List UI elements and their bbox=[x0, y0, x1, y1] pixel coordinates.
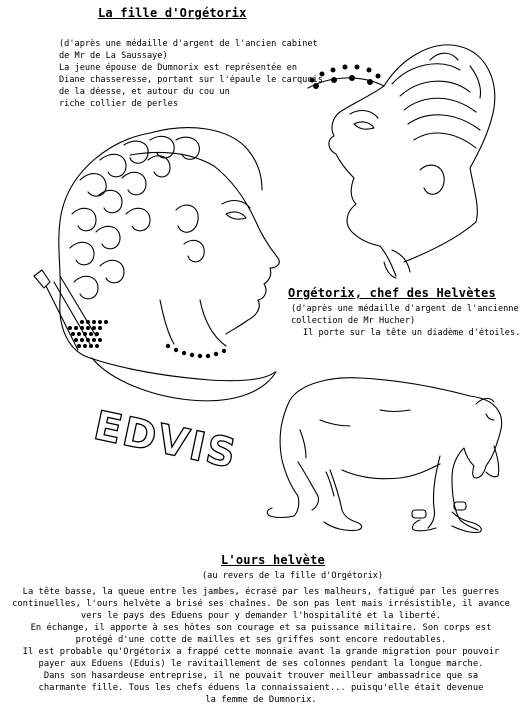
coin-legend bbox=[90, 403, 242, 478]
bear-text-line-10: la femme de Dumnorix. bbox=[205, 695, 317, 705]
daughter-caption-line-4: Diane chasseresse, portant sur l'épaule le carquois bbox=[59, 75, 323, 85]
daughter-caption-line-3: La jeune épouse de Dumnorix est représentée en bbox=[59, 63, 297, 73]
chief-caption-line-1: (d'après une médaille d'argent de l'ancienne bbox=[291, 304, 519, 314]
coin-legend-text: EDVIS bbox=[89, 402, 242, 478]
bear-text-line-8: Dans son hasardeuse entreprise, il ne pouvait trouver meilleur ambassadrice que sa bbox=[43, 671, 479, 681]
bear-text-line-7: payer aux Eduens (Eduis) le ravitaillement de ses colonnes pendant la longue marche. bbox=[38, 659, 484, 669]
bear-title: L'ours helvète bbox=[221, 553, 325, 567]
daughter-caption-line-1: (d'après une médaille d'argent de l'ancien cabinet bbox=[59, 39, 318, 49]
bear-subtitle: (au revers de la fille d'Orgétorix) bbox=[202, 571, 384, 581]
daughter-caption-line-2: de Mr de La Saussaye) bbox=[59, 51, 168, 61]
daughter-portrait-drawing bbox=[34, 128, 279, 401]
bear-text-line-1: La tête basse, la queue entre les jambes, écrasé par les malheurs, fatigué par les guerres bbox=[22, 587, 500, 597]
daughter-caption-line-6: riche collier de perles bbox=[59, 99, 178, 109]
bear-text-line-4: En échange, il apporte à ses hôtes son courage et sa puissance militaire. Son corps est bbox=[30, 623, 492, 633]
bear-drawing bbox=[267, 378, 501, 533]
bear-text-line-9: charmante fille. Tous les chefs éduens la connaissaient... puisqu'elle était devenue bbox=[38, 683, 484, 693]
daughter-caption-line-5: de la déesse, et autour du cou un bbox=[59, 87, 230, 97]
chief-caption-line-2: collection de Mr Hucher) bbox=[291, 316, 416, 326]
bear-text-line-6: Il est probable qu'Orgétorix a frappé cette monnaie avant la grande migration pour pouvoir bbox=[22, 647, 500, 657]
bear-text-line-5: protégé d'une cotte de mailles et ses griffes sont encore redoutables. bbox=[75, 635, 447, 645]
necklace-beads bbox=[166, 344, 226, 358]
daughter-title: La fille d'Orgétorix bbox=[98, 6, 247, 20]
chief-portrait-drawing bbox=[308, 45, 495, 278]
chief-caption-line-3: Il porte sur la tête un diadème d'étoiles. bbox=[303, 328, 521, 338]
bear-text-line-2: continuelles, l'ours helvète a brisé ses chaînes. De son pas lent mais irrésistible, il avance bbox=[12, 599, 510, 609]
chief-title: Orgétorix, chef des Helvètes bbox=[288, 286, 496, 300]
bear-text-line-3: vers le pays des Eduens pour y demander l'hospitalité et la liberté. bbox=[80, 611, 442, 621]
